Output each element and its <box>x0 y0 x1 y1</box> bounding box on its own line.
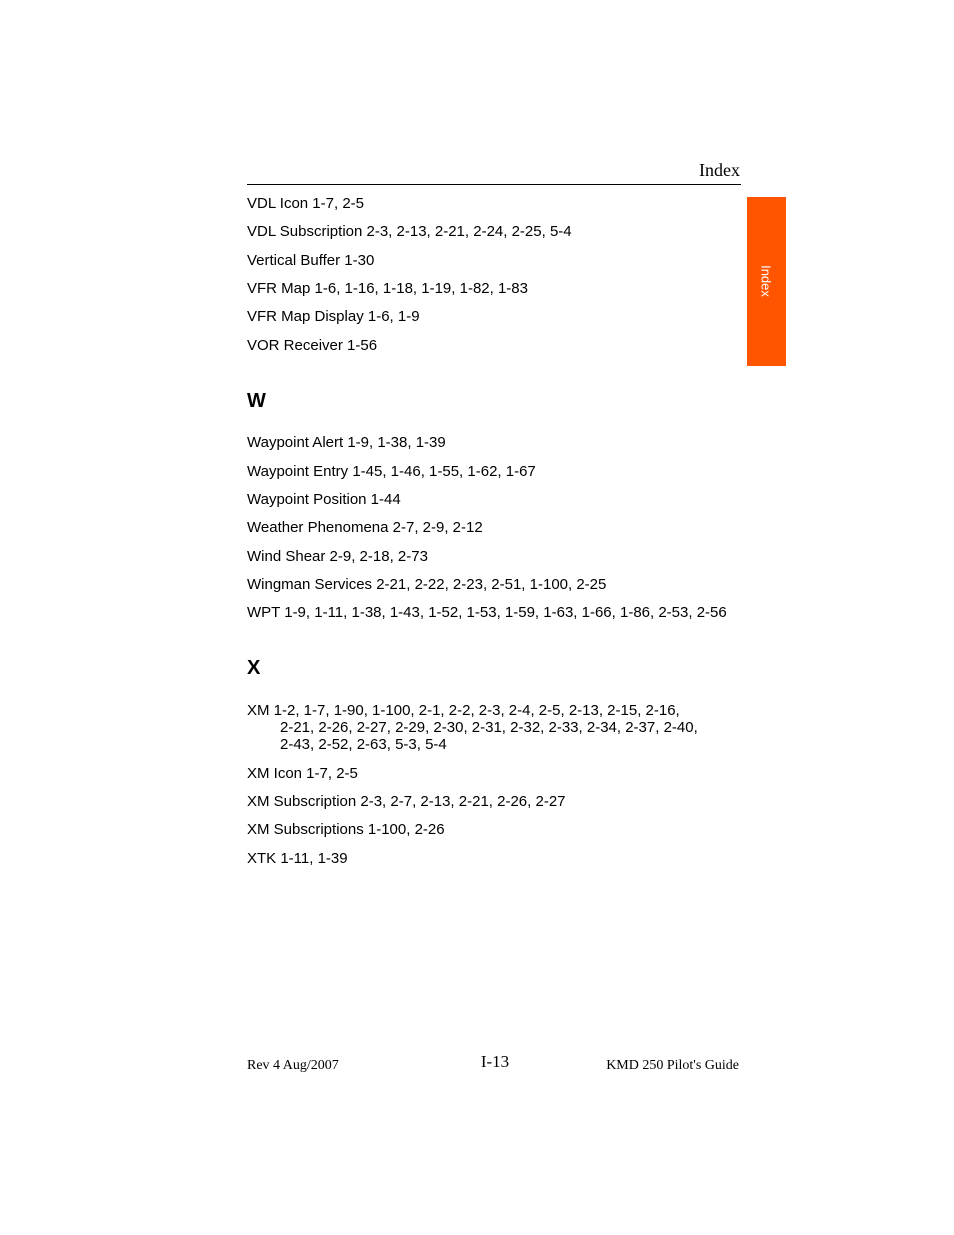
page-header-title: Index <box>699 160 740 180</box>
index-entry-weather-phenomena: Weather Phenomena 2-7, 2-9, 2-12 <box>247 519 483 536</box>
section-letter-x: X <box>247 657 261 679</box>
xm-entry-line-2: 2-21, 2-26, 2-27, 2-29, 2-30, 2-31, 2-32, 2-33, 2-34, 2-37, 2-40, <box>280 719 698 736</box>
index-entry-waypoint-position: Waypoint Position 1-44 <box>247 491 401 508</box>
footer-guide-title: KMD 250 Pilot's Guide <box>606 1058 739 1073</box>
index-entry-xm-icon: XM Icon 1-7, 2-5 <box>247 765 358 782</box>
index-entry-vfr-map-display: VFR Map Display 1-6, 1-9 <box>247 308 420 325</box>
footer-revision: Rev 4 Aug/2007 <box>247 1058 339 1073</box>
xm-entry-line-1: XM 1-2, 1-7, 1-90, 1-100, 2-1, 2-2, 2-3, 2-4, 2-5, 2-13, 2-15, 2-16, <box>247 702 680 719</box>
index-entry-vertical-buffer: Vertical Buffer 1-30 <box>247 252 375 269</box>
header-rule <box>247 184 741 185</box>
index-entry-xm-subscription: XM Subscription 2-3, 2-7, 2-13, 2-21, 2-26, 2-27 <box>247 793 566 810</box>
index-entry-vdl-icon: VDL Icon 1-7, 2-5 <box>247 195 365 212</box>
index-entry-waypoint-entry: Waypoint Entry 1-45, 1-46, 1-55, 1-62, 1-67 <box>247 463 536 480</box>
index-entry-vor-receiver: VOR Receiver 1-56 <box>247 337 378 354</box>
index-entry-wingman-services: Wingman Services 2-21, 2-22, 2-23, 2-51, 1-100, 2-25 <box>247 576 607 593</box>
index-entry-wind-shear: Wind Shear 2-9, 2-18, 2-73 <box>247 548 428 565</box>
index-entry-vdl-subscription: VDL Subscription 2-3, 2-13, 2-21, 2-24, 2-25, 5-4 <box>247 223 572 240</box>
index-entry-vfr-map: VFR Map 1-6, 1-16, 1-18, 1-19, 1-82, 1-83 <box>247 280 528 297</box>
side-tab-label: Index <box>758 265 774 297</box>
index-entry-xm <box>247 702 698 753</box>
footer-page-number: I-13 <box>480 1052 510 1071</box>
index-entry-xm-subscriptions: XM Subscriptions 1-100, 2-26 <box>247 821 445 838</box>
index-entry-wpt: WPT 1-9, 1-11, 1-38, 1-43, 1-52, 1-53, 1-59, 1-63, 1-66, 1-86, 2-53, 2-56 <box>247 604 727 621</box>
index-side-tab <box>747 197 786 366</box>
section-letter-w: W <box>247 390 266 412</box>
index-entry-waypoint-alert: Waypoint Alert 1-9, 1-38, 1-39 <box>247 434 446 451</box>
xm-entry-line-3: 2-43, 2-52, 2-63, 5-3, 5-4 <box>280 736 447 753</box>
index-entry-xtk: XTK 1-11, 1-39 <box>247 850 348 867</box>
